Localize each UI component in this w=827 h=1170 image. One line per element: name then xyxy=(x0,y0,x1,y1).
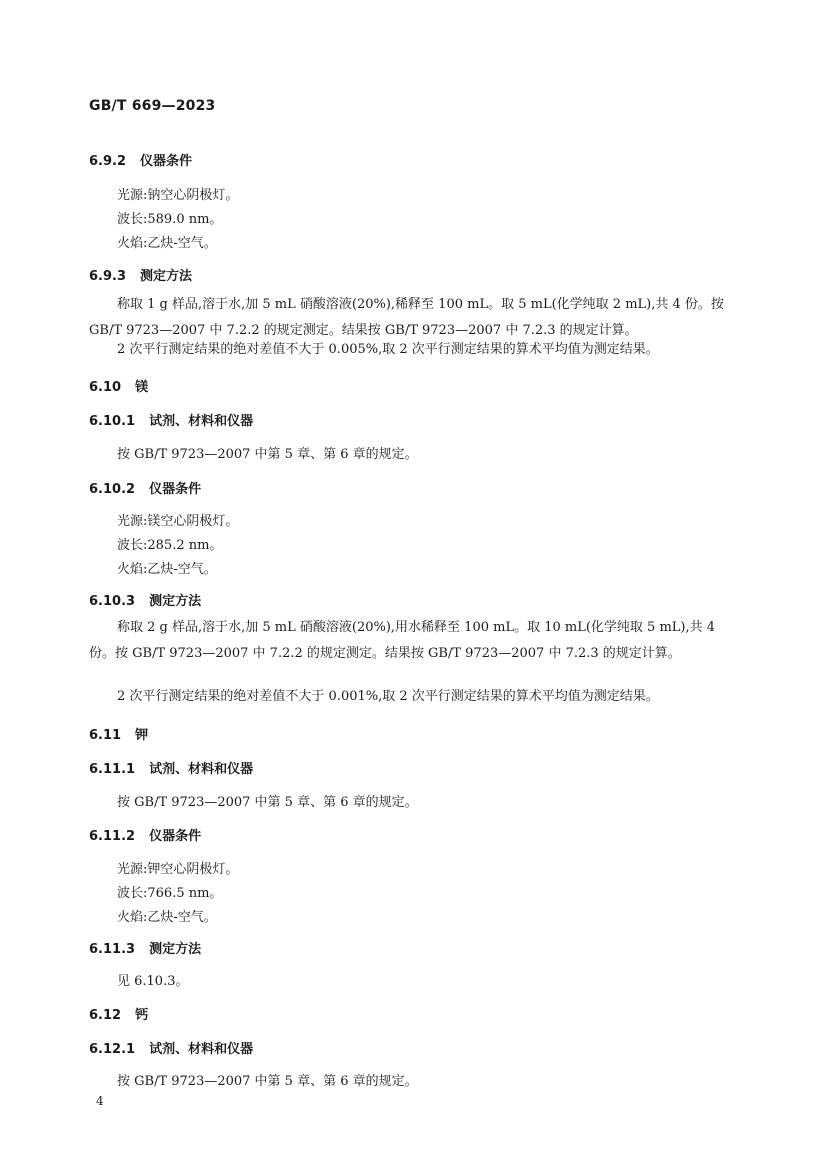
light-source-line: 光源:钾空心阴极灯。 xyxy=(117,862,239,877)
section-6-10-2-heading xyxy=(89,478,201,497)
precision-paragraph: 2 次平行测定结果的绝对差值不大于 0.005%,取 2 次平行测定结果的算术平均值为测定结果。 xyxy=(117,342,659,357)
section-title: 仪器条件 xyxy=(149,829,202,844)
section-6-10-3-heading xyxy=(89,590,201,609)
section-number: 6.12 xyxy=(89,1008,122,1023)
section-6-12-1-heading xyxy=(89,1038,253,1057)
page-number: 4 xyxy=(96,1094,104,1108)
section-title: 钙 xyxy=(135,1008,149,1023)
flame-line: 火焰:乙炔-空气。 xyxy=(117,562,217,577)
section-6-9-2-heading xyxy=(89,150,192,169)
section-6-11-3-heading xyxy=(89,938,201,957)
reagents-paragraph: 按 GB/T 9723—2007 中第 5 章、第 6 章的规定。 xyxy=(117,1074,418,1089)
reagents-paragraph: 按 GB/T 9723—2007 中第 5 章、第 6 章的规定。 xyxy=(117,447,418,462)
standard-code: GB/T 669—2023 xyxy=(89,98,216,114)
section-6-11-2-heading xyxy=(89,825,201,844)
section-number: 6.10.1 xyxy=(89,414,136,429)
section-title: 试剂、材料和仪器 xyxy=(149,414,254,429)
section-title: 仪器条件 xyxy=(140,154,193,169)
section-number: 6.10.3 xyxy=(89,594,136,609)
section-number: 6.11.1 xyxy=(89,762,136,777)
section-title: 试剂、材料和仪器 xyxy=(149,1042,254,1057)
precision-paragraph: 2 次平行测定结果的绝对差值不大于 0.001%,取 2 次平行测定结果的算术平均值为测定结果。 xyxy=(117,689,659,704)
section-title: 测定方法 xyxy=(140,269,193,284)
method-paragraph: 称取 2 g 样品,溶于水,加 5 mL 硝酸溶液(20%),用水稀释至 100 mL。取 10 mL(化学纯取 5 mL),共 4 份。按 GB/T 9723—2007 中 7.2.2 的规定测定。结果按 GB/T 9723—2007 中 7.2.3 的规定计算。 xyxy=(89,620,716,661)
flame-line: 火焰:乙炔-空气。 xyxy=(117,910,217,925)
section-title: 测定方法 xyxy=(149,942,202,957)
light-source-line: 光源:钠空心阴极灯。 xyxy=(117,188,239,203)
flame-line: 火焰:乙炔-空气。 xyxy=(117,236,217,251)
section-title: 测定方法 xyxy=(149,594,202,609)
section-6-11-heading xyxy=(89,724,148,743)
section-6-10-1-heading xyxy=(89,410,253,429)
wavelength-line: 波长:589.0 nm。 xyxy=(117,212,223,227)
section-6-10-heading xyxy=(89,376,148,395)
wavelength-line: 波长:766.5 nm。 xyxy=(117,886,223,901)
section-number: 6.11 xyxy=(89,728,122,743)
section-6-11-1-heading xyxy=(89,758,253,777)
section-title: 镁 xyxy=(135,380,149,395)
method-paragraph: 称取 1 g 样品,溶于水,加 5 mL 硝酸溶液(20%),稀释至 100 mL。取 5 mL(化学纯取 2 mL),共 4 份。按 GB/T 9723—2007 中 7.2.2 的规定测定。结果按 GB/T 9723—2007 中 7.2.3 的规定计算。 xyxy=(89,297,724,338)
section-number: 6.9.3 xyxy=(89,269,127,284)
section-number: 6.11.3 xyxy=(89,942,136,957)
section-6-9-3-heading xyxy=(89,265,192,284)
section-number: 6.10 xyxy=(89,380,122,395)
section-number: 6.9.2 xyxy=(89,154,127,169)
section-number: 6.11.2 xyxy=(89,829,136,844)
section-title: 试剂、材料和仪器 xyxy=(149,762,254,777)
light-source-line: 光源:镁空心阴极灯。 xyxy=(117,514,239,529)
section-number: 6.12.1 xyxy=(89,1042,136,1057)
see-reference-paragraph: 见 6.10.3。 xyxy=(117,974,189,989)
section-number: 6.10.2 xyxy=(89,482,136,497)
wavelength-line: 波长:285.2 nm。 xyxy=(117,538,223,553)
reagents-paragraph: 按 GB/T 9723—2007 中第 5 章、第 6 章的规定。 xyxy=(117,795,418,810)
section-title: 仪器条件 xyxy=(149,482,202,497)
section-title: 钾 xyxy=(135,728,149,743)
section-6-12-heading xyxy=(89,1004,148,1023)
